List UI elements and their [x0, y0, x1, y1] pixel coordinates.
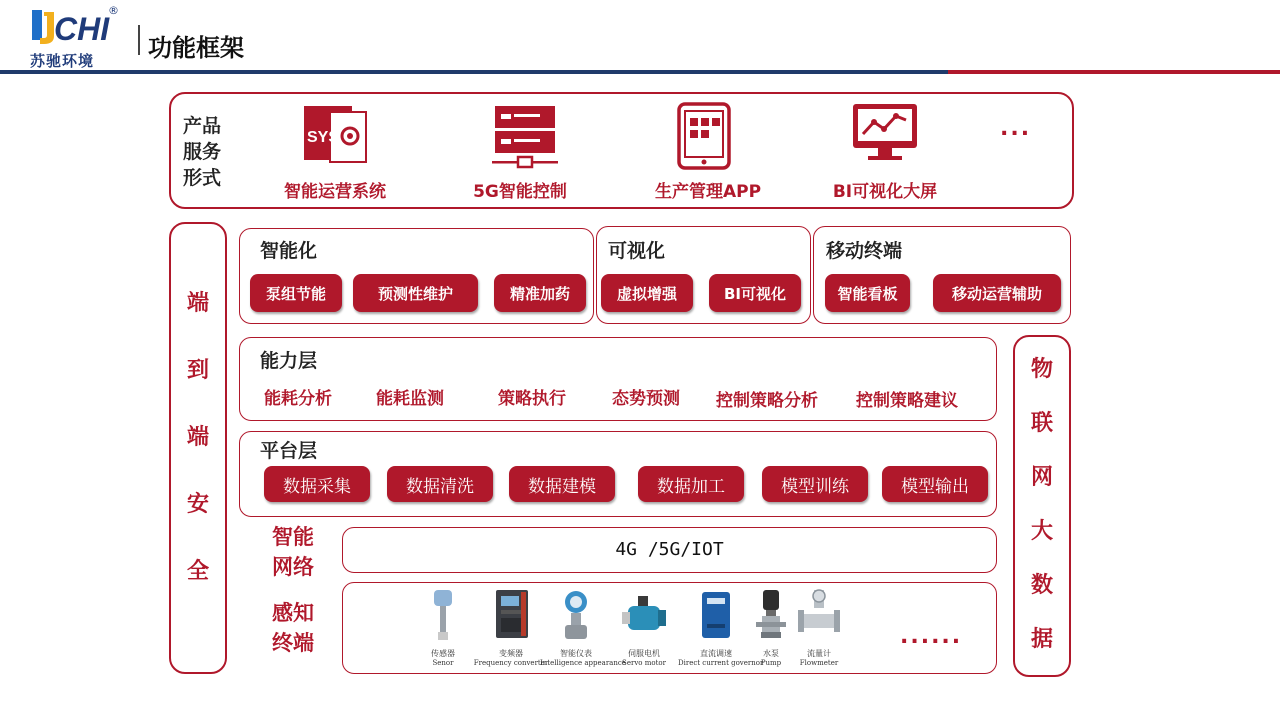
- company-name: 苏驰环境: [30, 52, 95, 70]
- device-en-label: Intelligence appearance: [540, 659, 626, 667]
- vertical-char: 端: [186, 425, 209, 450]
- capability-layer-title: 能力层: [260, 350, 318, 372]
- svg-text:SYS: SYS: [307, 129, 340, 146]
- product-service-label: [183, 113, 221, 191]
- pump-energy-saving-item[interactable]: 泵组节能: [250, 274, 342, 312]
- registered-mark: ®: [108, 4, 119, 17]
- flowmeter-icon: [796, 588, 842, 644]
- platform-layer-title: 平台层: [260, 440, 318, 462]
- iot-big-data-label: [1013, 352, 1071, 676]
- device-en-label: Pump: [760, 659, 782, 667]
- product-name: BI可视化大屏: [832, 182, 938, 202]
- bi-visualization-item[interactable]: BI可视化: [709, 274, 801, 312]
- device-cn-label: 传感器: [431, 649, 455, 658]
- predictive-maintenance-item[interactable]: 预测性维护: [353, 274, 478, 312]
- device-dc-governor: [678, 588, 764, 667]
- data-processing-item[interactable]: 数据加工: [638, 466, 744, 502]
- data-cleaning-item[interactable]: 数据清洗: [387, 466, 493, 502]
- vertical-char: 到: [186, 358, 209, 383]
- device-cn-label: 流量计: [807, 649, 831, 658]
- product-name: 5G智能控制: [473, 182, 567, 202]
- vertical-char: 物: [1030, 357, 1053, 382]
- model-output-item[interactable]: 模型输出: [882, 466, 988, 502]
- capability-item: 能耗监测: [376, 389, 444, 409]
- device-cn-label: 伺服电机: [628, 649, 660, 658]
- device-en-label: Servo motor: [622, 659, 666, 667]
- vertical-char: 网: [1030, 465, 1053, 490]
- capability-item: 策略执行: [498, 389, 566, 409]
- device-sensor: [420, 588, 466, 667]
- mobile-operation-assist-item[interactable]: 移动运营辅助: [933, 274, 1061, 312]
- precise-dosing-item[interactable]: 精准加药: [494, 274, 586, 312]
- device-en-label: Senor: [432, 659, 454, 667]
- monitor-chart-icon: [850, 102, 920, 162]
- page-title: 功能框架: [148, 34, 244, 62]
- sensing-label-line: 终端: [272, 631, 314, 655]
- vertical-char: 联: [1030, 411, 1053, 436]
- end-to-end-security-label: [169, 286, 227, 621]
- header-rule-blue: [0, 70, 948, 74]
- sensing-label: [272, 598, 314, 658]
- capability-item: 控制策略建议: [856, 391, 958, 411]
- device-cn-label: 智能仪表: [560, 649, 592, 658]
- capability-item: 控制策略分析: [716, 391, 818, 411]
- device-pump: [752, 588, 790, 667]
- frequency-converter-icon: [486, 588, 536, 644]
- model-training-item[interactable]: 模型训练: [762, 466, 868, 502]
- product-label-line: 服务: [183, 141, 222, 163]
- device-en-label: Frequency converter: [473, 659, 549, 667]
- dc-governor-icon: [694, 588, 738, 644]
- device-frequency-converter: [472, 588, 550, 667]
- device-flowmeter: [796, 588, 842, 667]
- vertical-char: 据: [1030, 627, 1053, 652]
- data-collection-item[interactable]: 数据采集: [264, 466, 370, 502]
- vertical-char: 全: [186, 559, 209, 584]
- device-cn-label: 水泵: [763, 649, 779, 658]
- device-servo-motor: [618, 588, 670, 667]
- virtual-augmentation-item[interactable]: 虚拟增强: [601, 274, 693, 312]
- more-products-ellipsis: ...: [1000, 116, 1032, 141]
- network-label: [272, 522, 314, 582]
- device-en-label: Flowmeter: [799, 659, 839, 667]
- device-en-label: Direct current governor: [678, 659, 764, 667]
- product-name: 智能运营系统: [284, 182, 386, 202]
- title-separator: [138, 25, 140, 55]
- header-rule-red: [948, 70, 1280, 74]
- mobile-title: 移动终端: [826, 240, 903, 262]
- svg-text:CHI: CHI: [54, 11, 110, 47]
- data-modeling-item[interactable]: 数据建模: [509, 466, 615, 502]
- tablet-app-icon: [676, 102, 732, 170]
- smart-dashboard-item[interactable]: 智能看板: [825, 274, 910, 312]
- smart-meter-icon: [553, 588, 599, 644]
- product-name: 生产管理APP: [654, 182, 762, 202]
- vertical-char: 大: [1030, 519, 1053, 544]
- intelligent-title: 智能化: [260, 240, 318, 262]
- network-bar: 4G /5G/IOT: [342, 527, 997, 573]
- server-rack-icon: [490, 104, 560, 170]
- vertical-char: 数: [1030, 573, 1053, 598]
- servo-motor-icon: [618, 588, 670, 644]
- sensing-label-line: 感知: [272, 601, 314, 625]
- network-label-line: 智能: [272, 525, 314, 549]
- pump-icon: [752, 588, 790, 644]
- capability-item: 态势预测: [612, 389, 680, 409]
- product-label-line: 产品: [183, 115, 222, 137]
- more-devices-ellipsis: ......: [900, 624, 963, 649]
- network-label-line: 网络: [272, 555, 314, 579]
- sensor-icon: [420, 588, 466, 644]
- visual-title: 可视化: [608, 240, 666, 262]
- device-cn-label: 变频器: [499, 649, 523, 658]
- device-cn-label: 直流调速: [700, 649, 732, 658]
- sys-gear-icon: [302, 104, 368, 168]
- product-label-line: 形式: [183, 167, 222, 189]
- vertical-char: 安: [186, 492, 209, 517]
- capability-item: 能耗分析: [264, 389, 332, 409]
- vertical-char: 端: [186, 291, 209, 316]
- device-smart-meter: [540, 588, 626, 667]
